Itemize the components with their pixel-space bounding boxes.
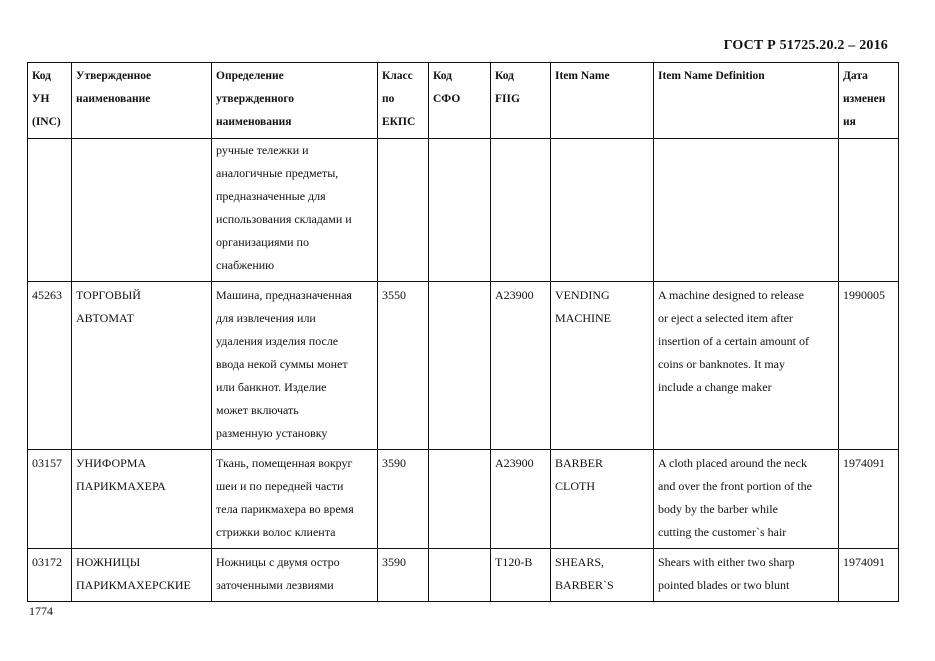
cell-text-line: Ткань, помещенная вокруг bbox=[216, 456, 353, 470]
cell-class bbox=[378, 139, 429, 282]
cell-class bbox=[378, 282, 429, 450]
cell-text-line: или банкнот. Изделие bbox=[216, 380, 327, 394]
cell-text-line: 1974091 bbox=[843, 456, 885, 470]
cell-text-line: A cloth placed around the neck bbox=[658, 456, 807, 470]
table-body bbox=[28, 139, 899, 602]
table-row bbox=[28, 450, 899, 549]
cell-item-definition bbox=[654, 282, 839, 450]
cell-text-line: cutting the customer`s hair bbox=[658, 525, 787, 539]
cell-date bbox=[839, 139, 899, 282]
cell-fiig bbox=[491, 282, 551, 450]
cell-text-line: заточенными лезвиями bbox=[216, 578, 334, 592]
cell-text-line: может включать bbox=[216, 403, 299, 417]
table-header-row bbox=[28, 63, 899, 139]
cell-text-line: A23900 bbox=[495, 288, 534, 302]
cell-text-line: VENDING bbox=[555, 288, 610, 302]
header-text-line: по bbox=[382, 93, 395, 105]
cell-name bbox=[72, 139, 212, 282]
header-text-line: Код bbox=[32, 70, 52, 82]
cell-text-line: ручные тележки и bbox=[216, 143, 309, 157]
cell-text-line: and over the front portion of the bbox=[658, 479, 812, 493]
header-text-line: наименования bbox=[216, 116, 292, 128]
table-row bbox=[28, 139, 899, 282]
page-number: 1774 bbox=[29, 604, 53, 618]
header-text-line: Код bbox=[495, 70, 515, 82]
header-text-line: Определение bbox=[216, 70, 284, 82]
cell-text-line: предназначенные для bbox=[216, 189, 326, 203]
cell-code bbox=[28, 450, 72, 549]
cell-name bbox=[72, 549, 212, 602]
cell-text-line: BARBER bbox=[555, 456, 604, 470]
cell-date bbox=[839, 549, 899, 602]
cell-text-line: ТОРГОВЫЙ bbox=[76, 288, 141, 302]
column-header-class bbox=[378, 63, 429, 139]
header-text-line: Класс bbox=[382, 70, 413, 82]
cell-text-line: 3550 bbox=[382, 288, 406, 302]
cell-text-line: организациями по bbox=[216, 235, 309, 249]
cell-definition bbox=[212, 450, 378, 549]
cell-text-line: стрижки волос клиента bbox=[216, 525, 336, 539]
column-header-item-definition bbox=[654, 63, 839, 139]
item-name-table bbox=[27, 62, 899, 602]
cell-definition bbox=[212, 549, 378, 602]
cell-text-line: 3590 bbox=[382, 456, 406, 470]
column-header-date bbox=[839, 63, 899, 139]
cell-text-line: Ножницы с двумя остро bbox=[216, 555, 340, 569]
cell-class bbox=[378, 549, 429, 602]
header-text-line: УН bbox=[32, 93, 50, 105]
column-header-fiig bbox=[491, 63, 551, 139]
header-text-line: FIIG bbox=[495, 93, 520, 105]
cell-text-line: A machine designed to release bbox=[658, 288, 804, 302]
cell-name bbox=[72, 450, 212, 549]
cell-code bbox=[28, 549, 72, 602]
cell-text-line: insertion of a certain amount of bbox=[658, 334, 809, 348]
cell-fiig bbox=[491, 549, 551, 602]
cell-text-line: 1990005 bbox=[843, 288, 885, 302]
header-text-line: наименование bbox=[76, 93, 151, 105]
cell-text-line: BARBER`S bbox=[555, 578, 614, 592]
cell-text-line: 3590 bbox=[382, 555, 406, 569]
column-header-item-name bbox=[551, 63, 654, 139]
cell-text-line: 45263 bbox=[32, 288, 62, 302]
table-row bbox=[28, 549, 899, 602]
cell-text-line: pointed blades or two blunt bbox=[658, 578, 790, 592]
cell-text-line: аналогичные предметы, bbox=[216, 166, 339, 180]
cell-text-line: использования складами и bbox=[216, 212, 352, 226]
cell-item-name bbox=[551, 549, 654, 602]
cell-text-line: T120-B bbox=[495, 555, 533, 569]
column-header-name bbox=[72, 63, 212, 139]
cell-item-name bbox=[551, 450, 654, 549]
cell-text-line: ПАРИКМАХЕРСКИЕ bbox=[76, 578, 191, 592]
column-header-code bbox=[28, 63, 72, 139]
cell-text-line: Машина, предназначенная bbox=[216, 288, 352, 302]
cell-text-line: удаления изделия после bbox=[216, 334, 339, 348]
cell-class bbox=[378, 450, 429, 549]
header-text-line: Item Name Definition bbox=[658, 70, 765, 82]
header-text-line: изменен bbox=[843, 93, 886, 105]
cell-definition bbox=[212, 282, 378, 450]
cell-date bbox=[839, 282, 899, 450]
cell-text-line: body by the barber while bbox=[658, 502, 778, 516]
cell-text-line: УНИФОРМА bbox=[76, 456, 147, 470]
header-text-line: Дата bbox=[843, 70, 868, 82]
cell-text-line: CLOTH bbox=[555, 479, 595, 493]
cell-text-line: тела парикмахера во время bbox=[216, 502, 354, 516]
header-text-line: Item Name bbox=[555, 70, 610, 82]
cell-item-definition bbox=[654, 549, 839, 602]
header-text-line: СФО bbox=[433, 93, 461, 105]
table-row bbox=[28, 282, 899, 450]
document-code: ГОСТ Р 51725.20.2 – 2016 bbox=[723, 38, 888, 53]
header-text-line: ия bbox=[843, 116, 856, 128]
header-text-line: ЕКПС bbox=[382, 116, 416, 128]
header-text-line: (INC) bbox=[32, 116, 61, 128]
cell-text-line: A23900 bbox=[495, 456, 534, 470]
cell-item-name bbox=[551, 139, 654, 282]
cell-text-line: 03172 bbox=[32, 555, 62, 569]
cell-text-line: НОЖНИЦЫ bbox=[76, 555, 141, 569]
cell-item-definition bbox=[654, 139, 839, 282]
cell-sfo bbox=[429, 139, 491, 282]
cell-item-definition bbox=[654, 450, 839, 549]
cell-text-line: include a change maker bbox=[658, 380, 772, 394]
cell-fiig bbox=[491, 450, 551, 549]
header-text-line: утвержденного bbox=[216, 93, 295, 105]
cell-item-name bbox=[551, 282, 654, 450]
cell-text-line: 1974091 bbox=[843, 555, 885, 569]
cell-text-line: АВТОМАТ bbox=[76, 311, 134, 325]
cell-text-line: ПАРИКМАХЕРА bbox=[76, 479, 166, 493]
cell-code bbox=[28, 139, 72, 282]
header-text-line: Код bbox=[433, 70, 453, 82]
cell-code bbox=[28, 282, 72, 450]
cell-text-line: 03157 bbox=[32, 456, 62, 470]
cell-text-line: or eject a selected item after bbox=[658, 311, 793, 325]
cell-sfo bbox=[429, 282, 491, 450]
cell-text-line: шеи и по передней части bbox=[216, 479, 344, 493]
cell-definition bbox=[212, 139, 378, 282]
cell-text-line: MACHINE bbox=[555, 311, 611, 325]
column-header-sfo bbox=[429, 63, 491, 139]
cell-name bbox=[72, 282, 212, 450]
cell-fiig bbox=[491, 139, 551, 282]
cell-text-line: Shears with either two sharp bbox=[658, 555, 795, 569]
cell-text-line: ввода некой суммы монет bbox=[216, 357, 348, 371]
header-text-line: Утвержденное bbox=[76, 70, 152, 82]
cell-date bbox=[839, 450, 899, 549]
cell-text-line: coins or banknotes. It may bbox=[658, 357, 785, 371]
cell-text-line: SHEARS, bbox=[555, 555, 605, 569]
cell-sfo bbox=[429, 549, 491, 602]
cell-text-line: разменную установку bbox=[216, 426, 328, 440]
column-header-definition bbox=[212, 63, 378, 139]
cell-text-line: снабжению bbox=[216, 258, 275, 272]
cell-sfo bbox=[429, 450, 491, 549]
cell-text-line: для извлечения или bbox=[216, 311, 316, 325]
